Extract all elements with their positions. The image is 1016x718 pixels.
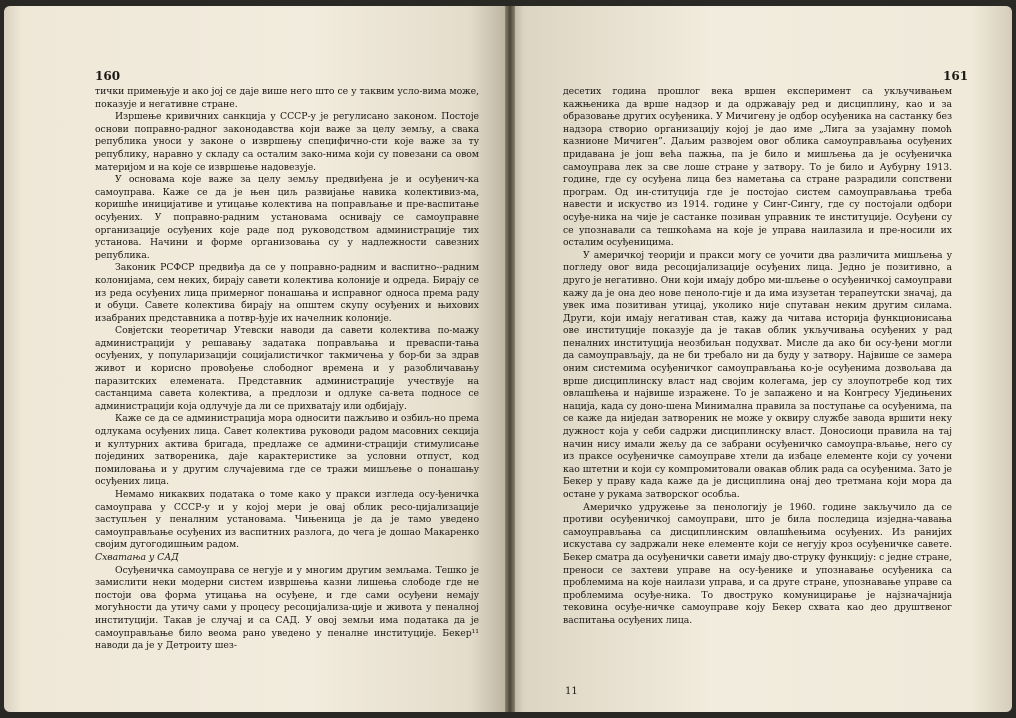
paragraph: У основама које важе за целу земљу предвиђена је и осуђенич-ка самоуправа. Каже се да је њен циљ развијање навика колективиз-ма, коришће иницијативе и утицање колектива на поправљање и пре-васпитање осуђених. У поправно-радним установама оснивају се самоуправне организације осуђених које раде под руководством администрације тих установа. Начини и форме организовања су у надлежности савезних република.	[95, 174, 479, 261]
paragraph: Законик РСФСР предвиђа да се у поправно-радним и васпитно--радним колонијама, сем неких, бирају савети колектива колоније и одреда. Бирају се из реда осуђених лица примерног понашања и исправног односа према раду и обуци. Савете колектива бирају на општем скупу осуђених и њихових изабраних представника а потвр-ђује их начелник колоније.	[95, 262, 479, 324]
paragraph: У америчкој теорији и пракси могу се уочити два различита мишљења у погледу овог вида ресоцијализације осуђених лица. Једно је позитивно, а друго је негативно. Они који имају добро ми-шљење о осуђеничкој самоуправи кажу да је она део нове пеноло-гије и да има изузетан терапеутски значај, да увек има позитиван утицај, уколико није спутаван неким другим силама. Други, који имају негативан став, кажу да читава историја функционисања ове институције показује да је такав облик укључивања осуђених у рад пеналних институција неозбиљан подухват. Мисле да ако би осу-ђени могли да самоуправљају, да не би требало ни да буду у затвору. Највише се замера оним системима осуђеничког самоуправљања ко-је осуђенима дозвољава да врше дисциплинску власт над својим колегама, јер су злоупотребе код тих овлашћења и највише изражене. То је запажено и на Конгресу Уједињених нација, када су доно-шена Минимална правила за поступање са осуђенима, па се каже да ниједан затвореник не може у оквиру службе заводa вршити неку дужност која у себи садржи дисциплинску власт. Доносиоци правила на тај начин нису имали жељу да се забрани осуђеничко самоупра-вљање, него су из праксе осуђеничке самоуправе хтели да избаце елементе који су уочени као штетни и који су компромитовали овакав облик рада са осуђенима. Зато је Бекер у праву када каже да је дисциплина онај део третмана који мора да остане у рукама затворског особља.	[563, 249, 952, 500]
paragraph: Осуђеничка самоуправа се негује и у многим другим земљама. Тешко је замислити неки модерни систем извршења казни лишења слободе где не постоји ова форма утицања на осуђене, и где сами осуђени немају могућности да утичу сами у процесу ресоцијализа-ције и живота у пеналној институцији. Такав је случај и са САД. У овој земљи има података да је самоуправљање било веома рано уведено у пеналне институције. Бекер¹¹ наводи да је у Детроиту шез-	[95, 564, 479, 652]
paragraph: Немамо никаквих података о томе како у пракси изгледа осу-ђеничка самоуправа у СССР-у и у којој мери је овај облик ресо-цијализације заступљен у пеналним установама. Чињеница је да је тамо уведено самоуправљање осуђених из васпитних разлога, до чега је дошао Макаренко својим дугогодишњим радом.	[95, 489, 479, 551]
book-spine	[505, 6, 515, 712]
printer-signature: 11	[565, 686, 578, 697]
paragraph: тички примењује и ако јој се даје више него што се у таквим усло-вима може, показује и негативне стране.	[95, 86, 479, 110]
paragraph: Каже се да се администрација мора односити пажљиво и озбиљ-но према одлукама осуђених лица. Савет колектива руководи радом масовних секција и културних актива бригада, предлаже се админи-страцији стимулисање појединих затвореника, даје карактеристике за условни отпуст, код помиловања и у другим случајевима где се тражи мишљење о понашању осуђених лица.	[95, 413, 479, 488]
left-page	[4, 6, 510, 712]
section-heading: Схватања у САД	[95, 551, 179, 563]
paragraph: Изршење кривичних санкција у СССР-у је регулисано законом. Постоје основи поправно-радног законодавства који важе за целу земљу, а свака република уноси у законе о извршењу специфично-сти које важе за ту републику, наравно у складу са осталим зако-нима који су повезани са овом материјом и на које се извршење надовезује.	[95, 111, 479, 173]
paragraph: Совјетски теоретичар Утевски наводи да савети колектива по-мажу администрацији у решавању задатака поправљања и преваспи-тања осуђених, у популаризацији социјалистичког такмичења у бор-би за здрав живот и корисно провођење слободног времена и у разобличавању паразитских елемената. Представник администрације учествује на састанцима савета колектива, а предлози и одлуке са-вета подносе се администрацији која одлучује да ли се прихватају или одбијају.	[95, 325, 479, 412]
right-page	[510, 6, 1012, 712]
right-page-text	[563, 86, 952, 628]
page-number-left: 160	[95, 69, 121, 83]
page-number-right: 161	[943, 69, 969, 83]
paragraph: десетих година прошлог века вршен експеримент са укључивањем кажњеника да врше надзор и да одржавају ред и дисциплину, као и за образовање других осуђеника. У Мичигену је одбор осуђеника на састанку без надзора створио организацију којој је дао име „Лига за узајамну помоћ казнионе Мичиген”. Даљим развојем овог облика самоуправљања осуђених придавана је још већа пажња, па је било и мишљења да је осуђеничка самоуправа лек за све лоше стране у затвору. То је било и Аубурну 1913. године, где су осуђена лица без наметања са стране разрадили сопствени програм. Од ин-ституција где је постојао систем самоуправљања треба навести и искуство из 1914. године у Синг-Сингу, где су постојали одбори осуђе-ника на чије је састанке позиван управник те институције. Осуђени су се упознавали са тешкоћама на које је управа наилазила и пре-носили их осталим осуђеницима.	[563, 86, 952, 249]
left-page-text	[95, 86, 479, 653]
paragraph: Америчко удружење за пенологију је 1960. године закључило да се противи осуђеничкој самоуправи, што је била последица изједна-чавања самоуправљања са дисциплинским овлашћењима осуђених. Из ранијих искустава су задржали неке елементе који се негују кроз осуђеничке савете. Бекер сматра да осуђенички савети имају дво-струку функцију: с једне стране, преноси се захтеви управе на осу-ђенике и упознавање осуђеника са проблемима на које наилази управа, и са друге стране, упознавање управе са проблемима осуђе-ника. То двоструко комуницирање је најзначајнија тековина осуђе-ничке самоуправе коју Бекер схвата као део друштвеног васпитања осуђених лица.	[563, 501, 952, 626]
